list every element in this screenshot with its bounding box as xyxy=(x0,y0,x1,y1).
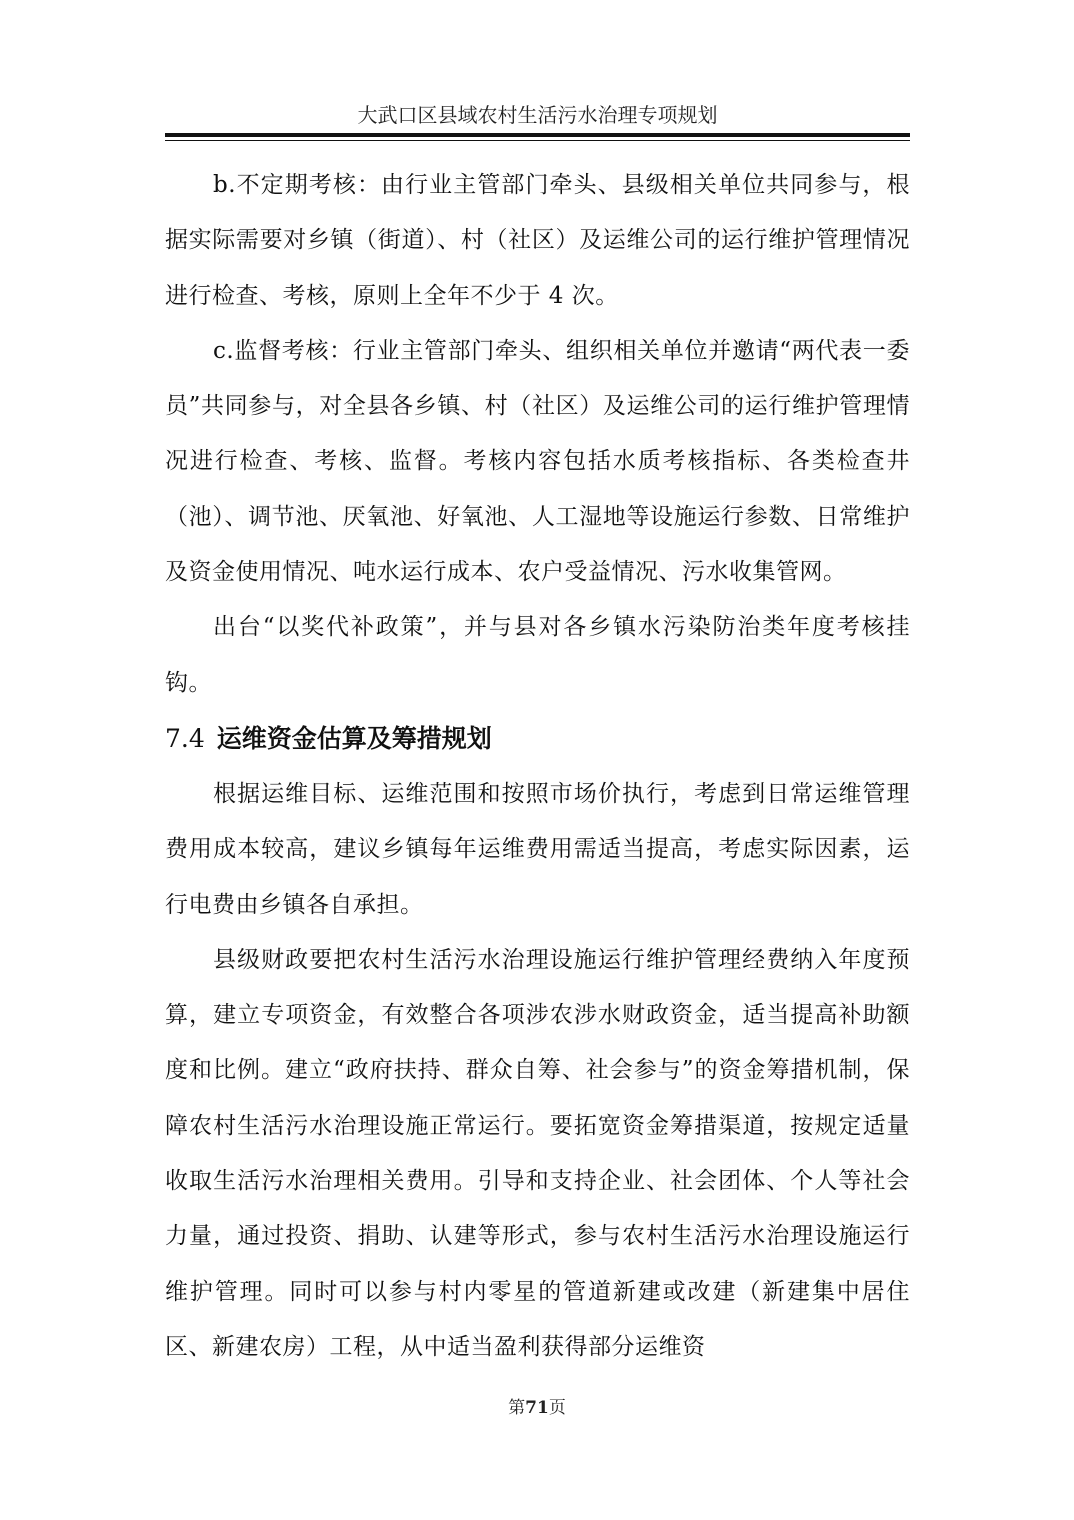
section-heading xyxy=(165,711,910,767)
section-title: 运维资金估算及筹措规划 xyxy=(216,723,492,753)
page-number: 71 xyxy=(525,1398,549,1418)
header-rule-thin xyxy=(165,140,910,141)
header-rule-thick xyxy=(165,133,910,137)
paragraph-reward-policy: 出台“以奖代补政策”，并与县对各乡镇水污染防治类年度考核挂钩。 xyxy=(165,614,910,696)
footer-prefix: 第 xyxy=(508,1398,526,1418)
section-number: 7.4 xyxy=(165,723,205,753)
page-body xyxy=(165,158,910,1375)
paragraph-county-finance: 县级财政要把农村生活污水治理设施运行维护管理经费纳入年度预算，建立专项资金，有效整合各项涉农涉水财政资金，适当提高补助额度和比例。建立“政府扶持、群众自筹、社会参与”的资金筹措机制，保障农村生活污水治理设施正常运行。要拓宽资金筹措渠道，按规定适量收取生活污水治理相关费用。引导和支持企业、社会团体、个人等社会力量，通过投资、捐助、认建等形式，参与农村生活污水治理设施运行维护管理。同时可以参与村内零星的管道新建或改建（新建集中居住区、新建农房）工程，从中适当盈利获得部分运维资 xyxy=(165,946,910,1360)
page-footer xyxy=(0,1393,1074,1418)
paragraph-operation-cost: 根据运维目标、运维范围和按照市场价执行，考虑到日常运维管理费用成本较高，建议乡镇每年运维费用需适当提高，考虑实际因素，运行电费由乡镇各自承担。 xyxy=(165,780,910,918)
paragraph-supervision-assessment: c.监督考核：行业主管部门牵头、组织相关单位并邀请“两代表一委员”共同参与，对全县各乡镇、村（社区）及运维公司的运行维护管理情况进行检查、考核、监督。考核内容包括水质考核指标、各类检查井（池）、调节池、厌氧池、好氧池、人工湿地等设施运行参数、日常维护及资金使用情况、吨水运行成本、农户受益情况、污水收集管网。 xyxy=(165,337,910,586)
paragraph-irregular-assessment: b.不定期考核：由行业主管部门牵头、县级相关单位共同参与，根据实际需要对乡镇（街道）、村（社区）及运维公司的运行维护管理情况进行检查、考核，原则上全年不少于 4 次。 xyxy=(165,172,910,309)
page-header-title: 大武口区县域农村生活污水治理专项规划 xyxy=(357,103,718,127)
footer-suffix: 页 xyxy=(548,1398,566,1418)
